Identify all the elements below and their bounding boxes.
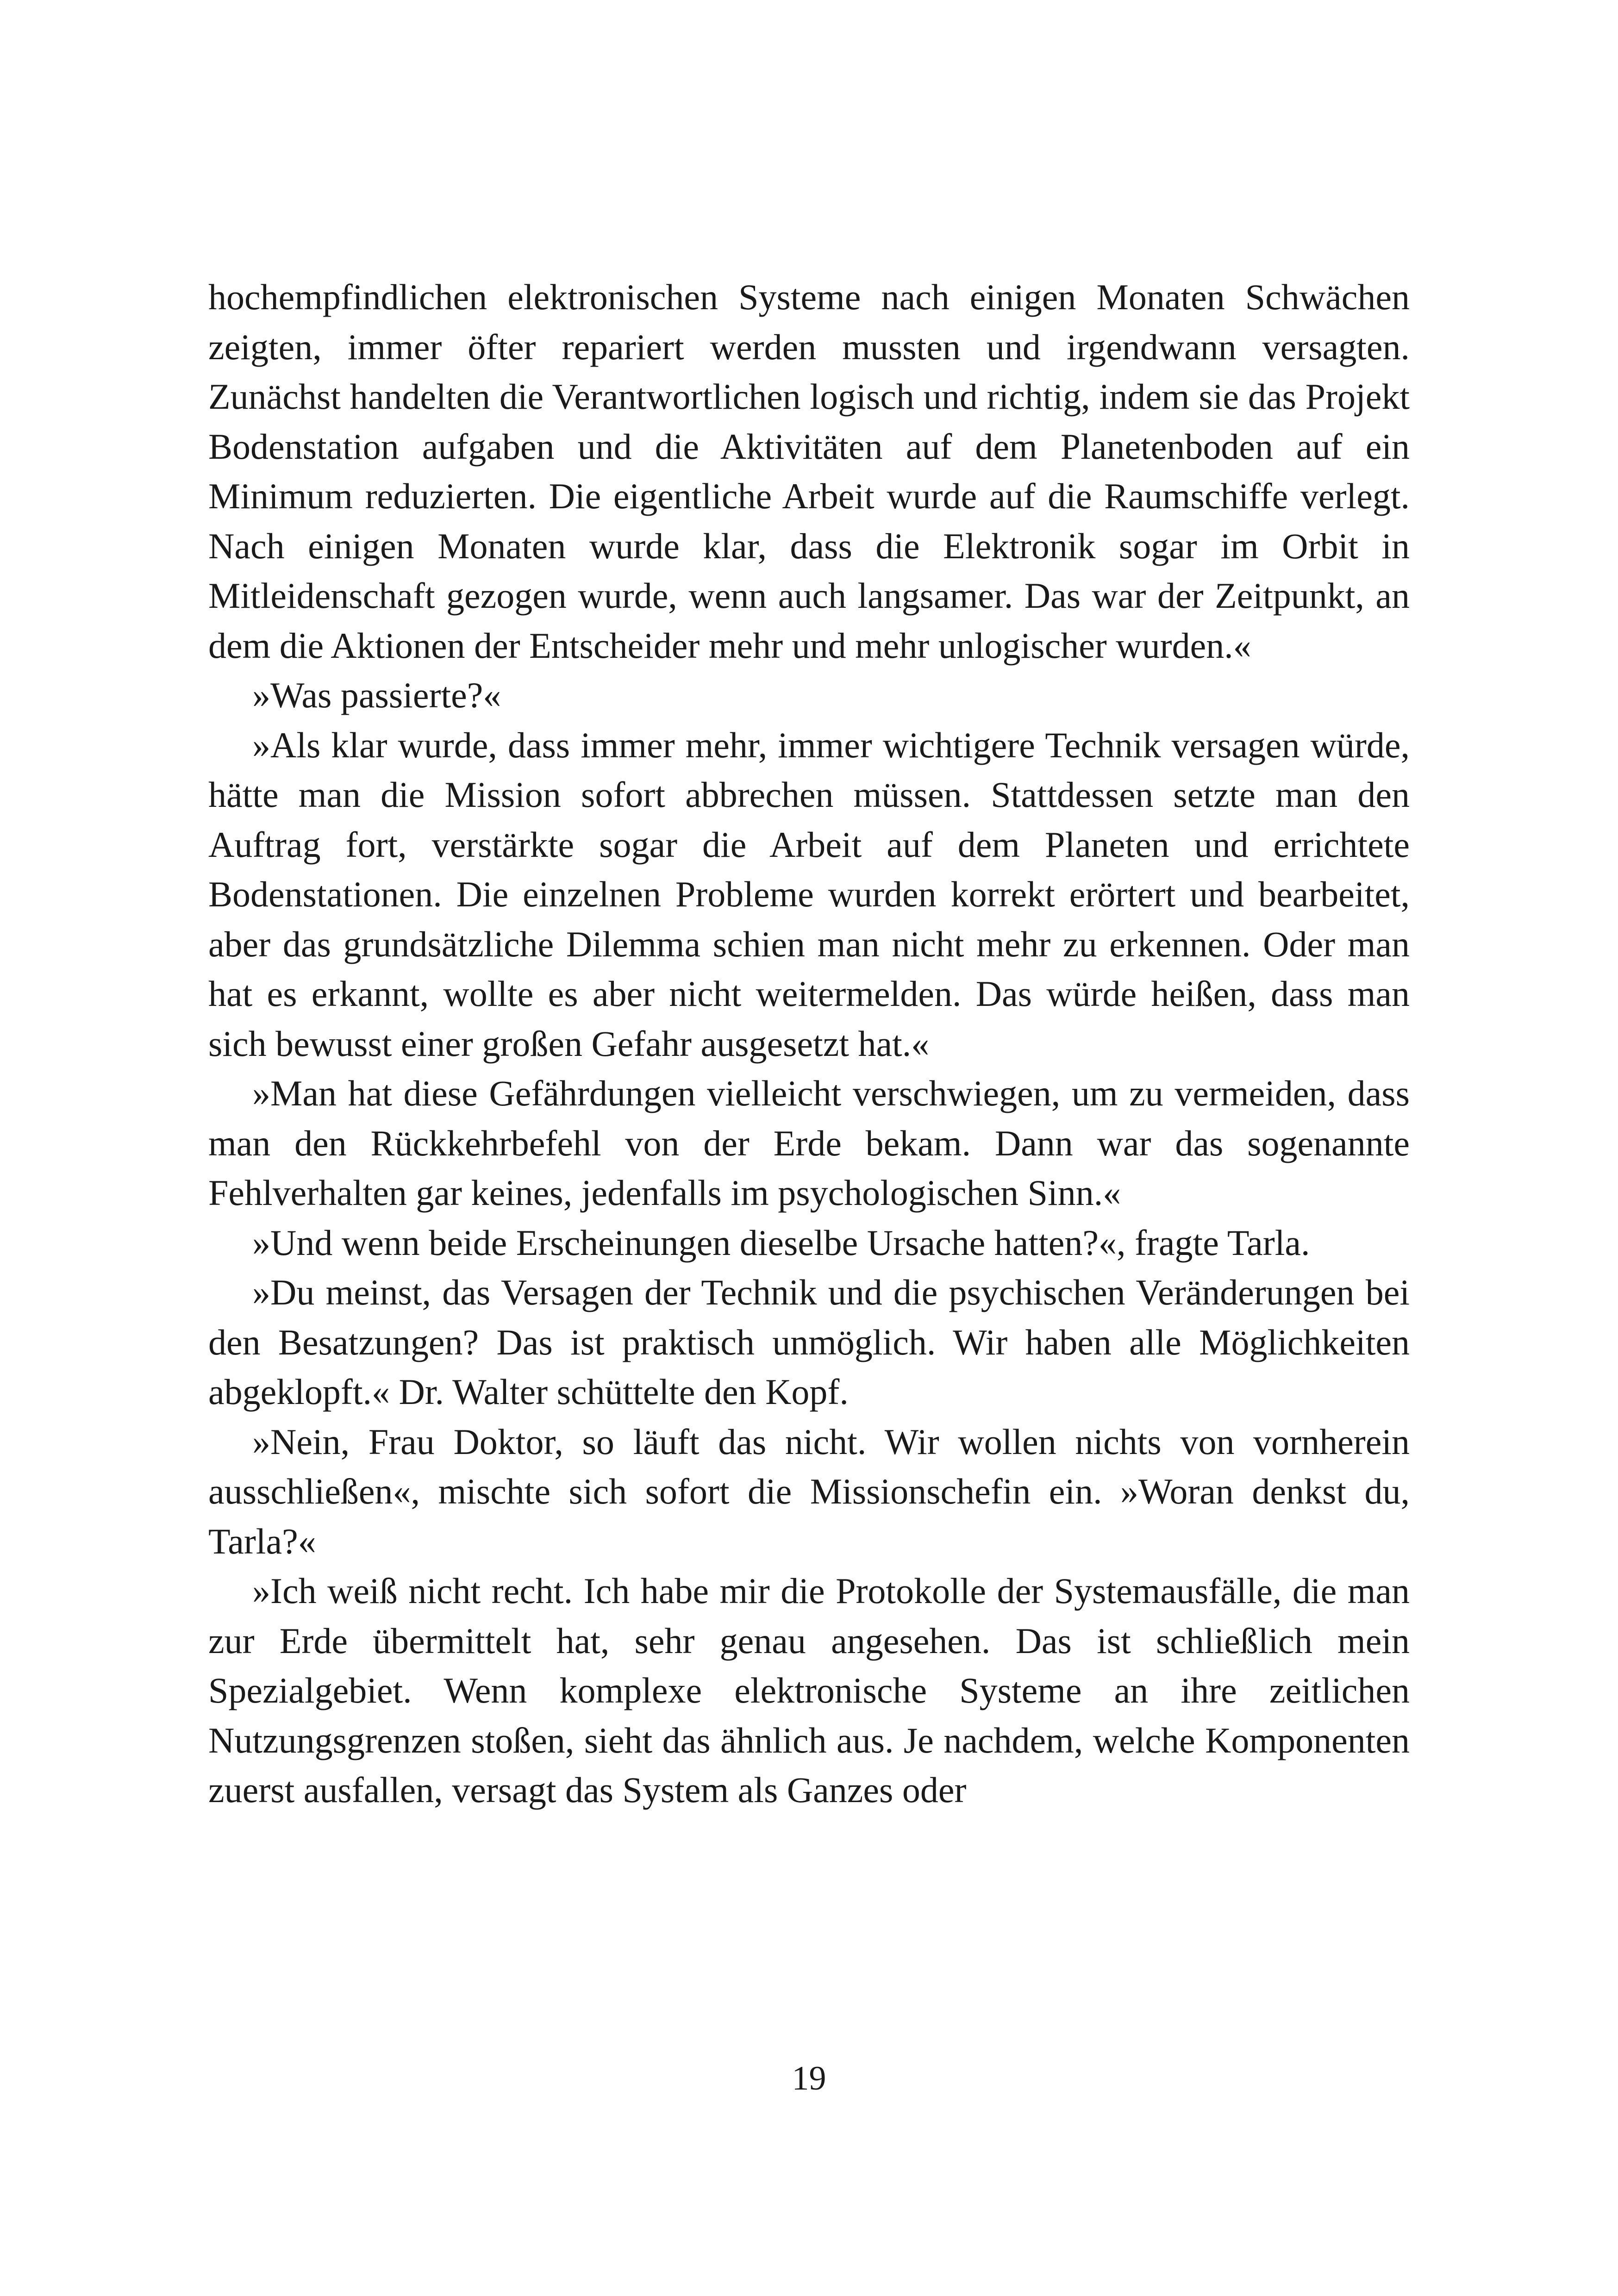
paragraph: »Als klar wurde, dass immer mehr, immer wichtigere Technik versagen würde, hätte man die Mission sofort abbrechen müssen. Stattdessen setzte man den Auftrag fort, verstärkte sogar die Arbeit auf dem Planeten und errichtete Bodenstationen. Die einzelnen Probleme wurden korrekt erörtert und bearbeitet, aber das grundsätzliche Dilemma schien man nicht mehr zu erkennen. Oder man hat es erkannt, wollte es aber nicht weitermelden. Das würde heißen, dass man sich bewusst einer großen Gefahr ausgesetzt hat.«	[208, 724, 1410, 1064]
paragraph: »Ich weiß nicht recht. Ich habe mir die Protokolle der Systemausfälle, die man zur Erde übermittelt hat, sehr genau angesehen. Das ist schließlich mein Spezialgebiet. Wenn komplexe elektronische Systeme an ihre zeitlichen Nutzungsgrenzen stoßen, sieht das ähnlich aus. Je nachdem, welche Komponenten zuerst ausfallen, versagt das System als Ganzes oder	[208, 1571, 1410, 1810]
paragraph: »Nein, Frau Doktor, so läuft das nicht. Wir wollen nichts von vornherein ausschließen«, mischte sich sofort die Missionschefin ein. »Woran denkst du, Tarla?«	[208, 1421, 1410, 1561]
paragraph: »Und wenn beide Erscheinungen dieselbe Ursache hatten?«, fragte Tarla.	[252, 1222, 1310, 1263]
paragraph: »Was passierte?«	[252, 675, 501, 715]
paragraph: »Man hat diese Gefährdungen vielleicht verschwiegen, um zu vermeiden, dass man den Rückkehrbefehl von der Erde bekam. Dann war das sogenannte Fehlverhalten gar keines, jedenfalls im psychologischen Sinn.«	[208, 1073, 1410, 1213]
paragraph: »Du meinst, das Versagen der Technik und die psychischen Veränderungen bei den Besatzungen? Das ist praktisch unmöglich. Wir haben alle Möglichkeiten abgeklopft.« Dr. Walter schüttelte den Kopf.	[208, 1272, 1410, 1412]
body-text	[208, 272, 1410, 1815]
paragraph-continuation: hochempfindlichen elektronischen Systeme nach einigen Monaten Schwächen zeigten, immer öfter repariert werden mussten und irgendwann versagten. Zunächst handelten die Verantwortlichen logisch und richtig, indem sie das Projekt Bodenstation aufgaben und die Aktivitäten auf dem Planetenboden auf ein Minimum reduzierten. Die eigentliche Arbeit wurde auf die Raumschiffe verlegt. Nach einigen Monaten wurde klar, dass die Elektronik sogar im Orbit in Mitleidenschaft gezogen wurde, wenn auch langsamer. Das war der Zeitpunkt, an dem die Aktionen der Entscheider mehr und mehr unlogischer wurden.«	[208, 277, 1410, 666]
page-number: 19	[792, 2059, 826, 2097]
